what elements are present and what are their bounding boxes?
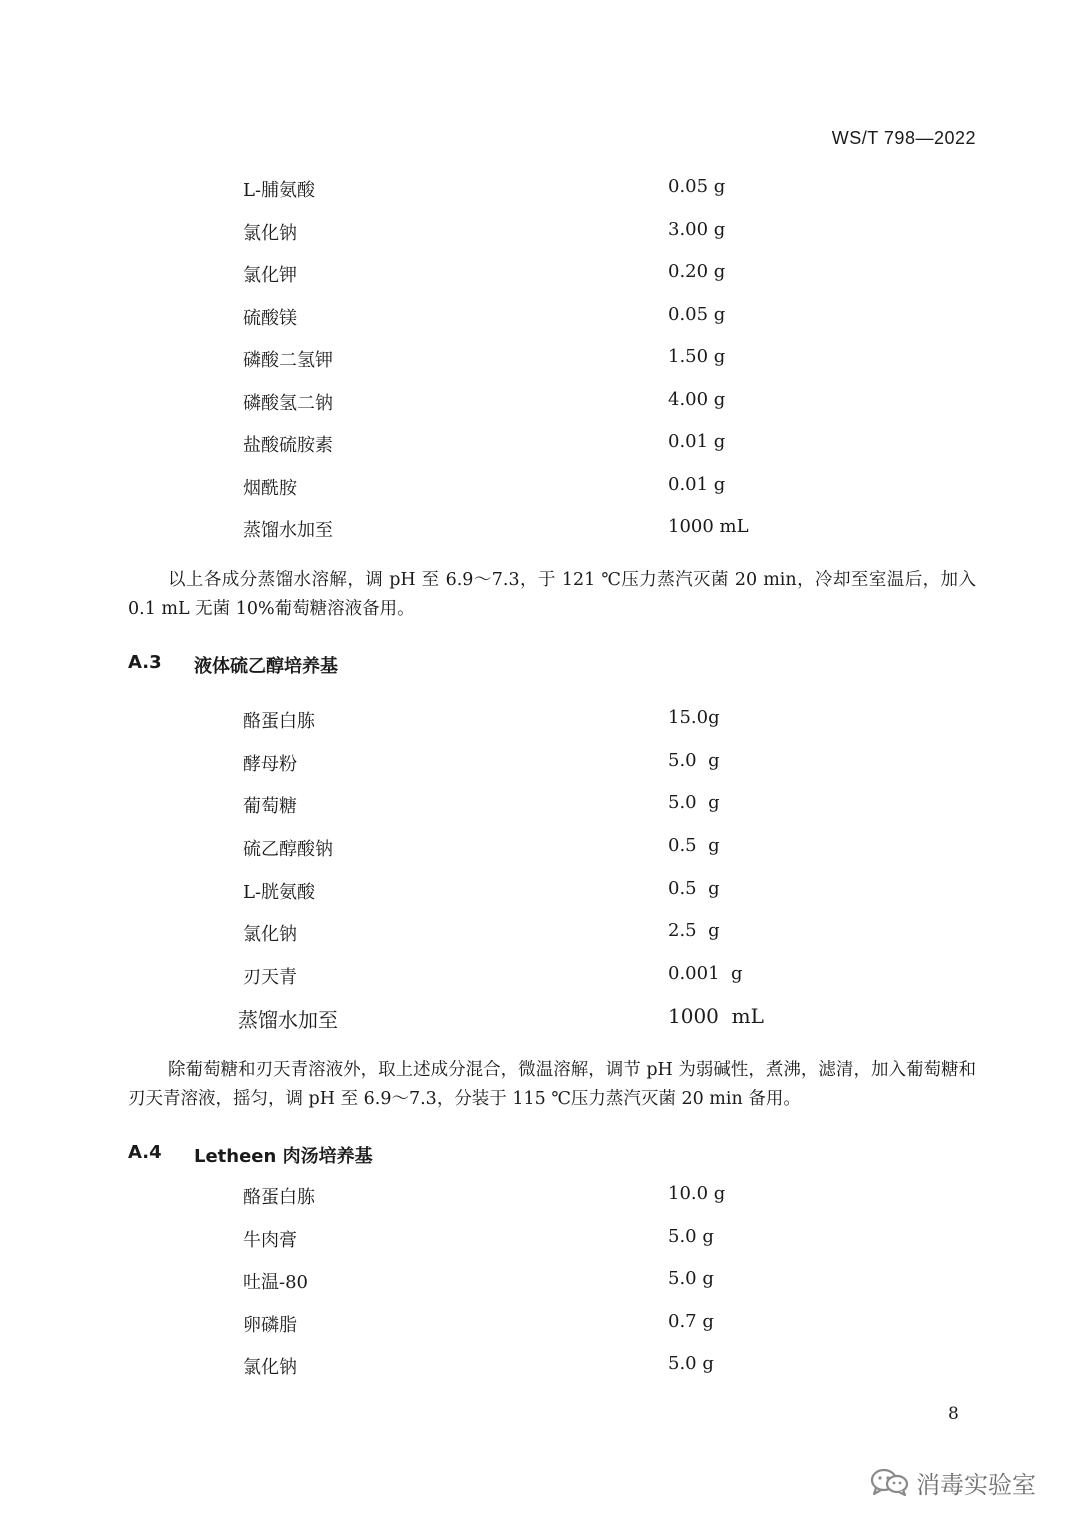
ingredient-row (0, 389, 1080, 419)
ingredient-amount: 15.0g (668, 707, 720, 728)
ingredient-name: 烟酰胺 (243, 478, 297, 499)
ingredient-name: 卵磷脂 (243, 1315, 297, 1336)
a2-procedure-paragraph: 以上各成分蒸馏水溶解，调 pH 至 6.9～7.3，于 121 ℃压力蒸汽灭菌 20 min，冷却至室温后，加入 0.1 mL 无菌 10%葡萄糖溶液备用。 (128, 570, 976, 619)
ingredient-amount: 1000 mL (668, 516, 749, 537)
section-title: Letheen 肉汤培养基 (194, 1146, 373, 1167)
ingredient-name: 蒸馏水加至 (238, 1008, 338, 1032)
ingredient-row (0, 1353, 1080, 1383)
ingredient-name: 磷酸氢二钠 (243, 393, 333, 414)
ingredient-amount: 5.0 g (668, 1353, 714, 1374)
ingredient-name: 蒸馏水加至 (243, 520, 333, 541)
ingredient-row (0, 1226, 1080, 1256)
ingredient-row (0, 516, 1080, 546)
ingredient-row (0, 878, 1080, 908)
ingredient-row (0, 792, 1080, 822)
ingredient-amount: 4.00 g (668, 389, 726, 410)
ingredient-amount: 0.01 g (668, 474, 726, 495)
ingredient-name: 氯化钾 (243, 265, 297, 286)
ingredient-name: 硫乙醇酸钠 (243, 839, 333, 860)
ingredient-name: 硫酸镁 (243, 308, 297, 329)
doc-code-header: WS/T 798—2022 (831, 128, 976, 148)
wechat-icon (870, 1467, 910, 1497)
ingredient-row (0, 304, 1080, 334)
section-title: 液体硫乙醇培养基 (194, 656, 338, 677)
ingredient-name: 酪蛋白胨 (243, 711, 315, 732)
ingredient-row (0, 219, 1080, 249)
section-number: A.3 (128, 652, 162, 673)
ingredient-name: 吐温-80 (243, 1272, 308, 1293)
ingredient-name: L-胱氨酸 (243, 882, 316, 903)
ingredient-amount: 0.05 g (668, 176, 726, 197)
ingredient-amount: 0.20 g (668, 261, 726, 282)
ingredient-name: L-脯氨酸 (243, 180, 316, 201)
ingredient-amount: 5.0 g (668, 1268, 714, 1289)
ingredient-amount: 0.5 g (668, 878, 720, 899)
ingredient-amount: 0.5 g (668, 835, 720, 856)
ingredient-amount: 2.5 g (668, 920, 720, 941)
a3-procedure-paragraph: 除葡萄糖和刃天青溶液外，取上述成分混合，微温溶解，调节 pH 为弱碱性，煮沸，滤清，加入葡萄糖和刃天青溶液，摇匀，调 pH 至 6.9～7.3，分装于 115 ℃压力蒸汽灭菌 20 min 备用。 (128, 1060, 976, 1109)
ingredient-name: 氯化钠 (243, 924, 297, 945)
ingredient-amount: 5.0 g (668, 750, 720, 771)
ingredient-row (0, 1268, 1080, 1298)
ingredient-name: 氯化钠 (243, 1357, 297, 1378)
ingredient-amount: 10.0 g (668, 1183, 726, 1204)
ingredient-row (0, 176, 1080, 206)
ingredient-amount: 0.001 g (668, 963, 743, 984)
ingredient-row (0, 474, 1080, 504)
ingredient-amount: 0.01 g (668, 431, 726, 452)
watermark-text: 消毒实验室 (916, 1470, 1036, 1499)
section-number: A.4 (128, 1142, 162, 1163)
ingredient-name: 牛肉膏 (243, 1230, 297, 1251)
ingredient-name: 葡萄糖 (243, 796, 297, 817)
ingredient-amount: 5.0 g (668, 1226, 714, 1247)
page-number: 8 (948, 1404, 959, 1424)
ingredient-row (0, 346, 1080, 376)
ingredient-name: 氯化钠 (243, 223, 297, 244)
ingredient-row (0, 707, 1080, 737)
ingredient-name: 刃天青 (243, 967, 297, 988)
ingredient-amount: 1.50 g (668, 346, 726, 367)
ingredient-name: 酵母粉 (243, 754, 297, 775)
ingredient-name: 磷酸二氢钾 (243, 350, 333, 371)
ingredient-row (0, 963, 1080, 993)
ingredient-name: 酪蛋白胨 (243, 1187, 315, 1208)
ingredient-amount: 5.0 g (668, 792, 720, 813)
ingredient-amount: 0.05 g (668, 304, 726, 325)
ingredient-amount: 3.00 g (668, 219, 726, 240)
ingredient-row (0, 261, 1080, 291)
ingredient-amount: 0.7 g (668, 1311, 714, 1332)
ingredient-row (0, 1183, 1080, 1213)
watermark (870, 1462, 1036, 1502)
ingredient-row (0, 835, 1080, 865)
ingredient-name: 盐酸硫胺素 (243, 435, 333, 456)
ingredient-row (0, 431, 1080, 461)
ingredient-amount: 1000 mL (668, 1004, 764, 1028)
ingredient-row (0, 920, 1080, 950)
ingredient-row (0, 1004, 1080, 1034)
ingredient-row (0, 750, 1080, 780)
ingredient-row (0, 1311, 1080, 1341)
